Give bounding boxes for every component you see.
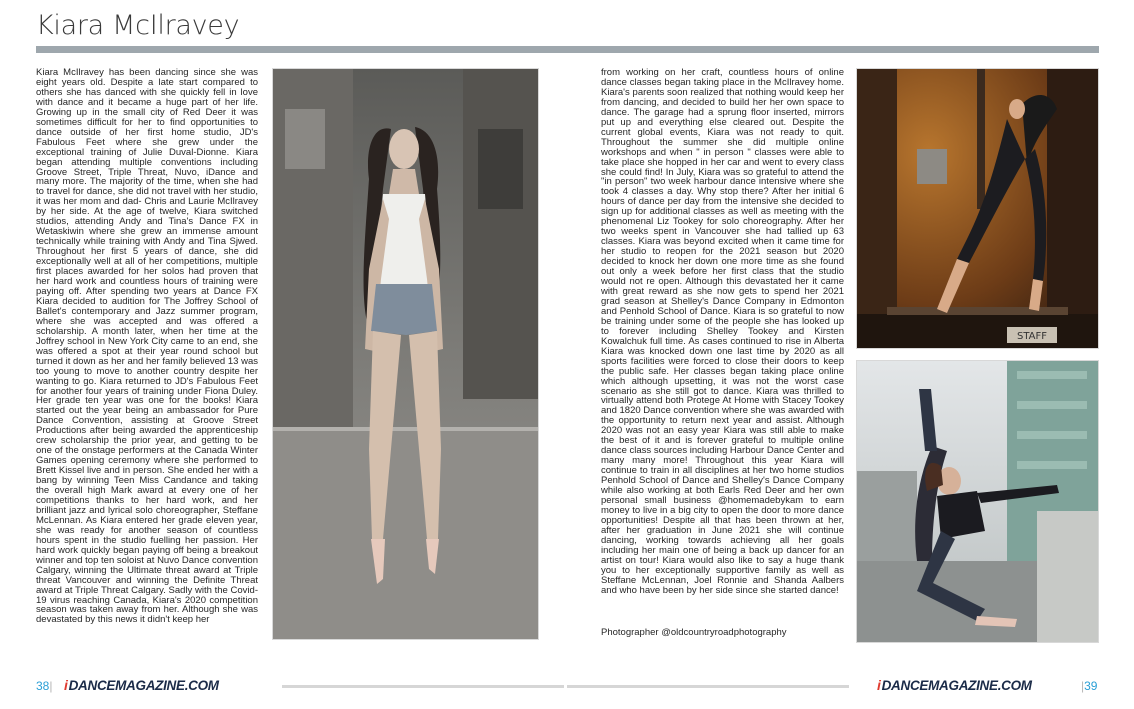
footer-rule-right bbox=[567, 685, 849, 688]
footer-rule-left bbox=[282, 685, 564, 688]
photo-credit: Photographer @oldcountryroadphotography bbox=[601, 627, 787, 638]
brand-logo-right[interactable]: iDANCEMAGAZINE.COM bbox=[877, 677, 1032, 693]
title-divider bbox=[36, 46, 1099, 53]
photo-dancer-leap-night bbox=[856, 68, 1099, 349]
staff-sign-text: STAFF bbox=[1016, 331, 1048, 342]
page-title: Kiara McIlravey bbox=[36, 10, 240, 41]
article-column-left: Kiara McIlravey has been dancing since she was eight years old. Despite a late start compared to others she has danced with she quickly fell in love with dance and it became a huge part of her life. Growing up in the small city of Red Deer it was sometimes difficult for her to find opportunities to dance outside of her first home studio, JD's Fabulous Feet where she grew under the exceptional training of Julie Duval-Dionne. Kiara began attending multiple conventions including Groove Street, Triple Threat, Nuvo, iDance and many more. The majority of the time, when she had to travel for dance, she did not travel with her studio, it was her mom and dad- Chris and Laurie McIlravey by her side. At the age of twelve, Kiara switched studios, attending Andy and Tina's Dance FX in Wetaskiwin where she grew an immense amount technically while training with Andy and Tina Sjwed. Throughout her first 5 years of dance, she did exceptionally well at all of her competitions, multiple first places awarded for her solos had proven that her hard work and countless hours of training were paying off. After spending two years at Dance FX Kiara decided to audition for The Joffrey School of Ballet's contemporary and Jazz summer program, where she was accepted and was offered a scholarship. A month later, when her time at the Joffrey school in New York City came to an end, she was offered a spot at their year round school but turned it down as her and her family believed 13 was too young to move to another country despite her wanting to go. Kiara returned to JD's Fabulous Feet for another four years of training under Fiona Duley. Her grade ten year was one for the books! Kiara started out the year being an ambassador for Pure Dance Convention, assisting at Groove Street Productions after being awarded the apprenticeship crew scholarship the prior year, and getting to be one of the onstage performers at the Canada Winter Games opening ceremony where she performed to Brett Kissel live and in person. She ended her with a bang by winning Teen Miss Candance and taking the overall high Mark award at every one of her competitions thanks to her hard work, and her brilliant jazz and lyrical solo choreographer, Steffane McLennan. As Kiara entered her grade eleven year, she was ready for another season of countless hours spent in the studio fuelling her passion. Her hard work quickly began paying off being a breakout winner and top ten soloist at Nuvo Dance convention Calgary, winning the Ultimate threat award at Triple threat Vancouver and winning the Definite Threat award at Triple Threat Calgary. Sadly with the Covid-19 virus reaching Canada, Kiara's 2020 competition season was taken away from her. Although she was devastated by this news it didn't keep her bbox=[36, 68, 258, 626]
brand-logo-left[interactable]: iDANCEMAGAZINE.COM bbox=[64, 677, 219, 693]
page-number-right: |39 bbox=[1081, 679, 1098, 693]
page-number-left: 38| bbox=[36, 679, 53, 693]
article-column-right: from working on her craft, countless hours of online dance classes began taking place in the McIlravey home. Kiara's parents soon realized that nothing would keep her from dancing, and decided to build her her own space to dance. The garage had a sprung floor inserted, mirrors put up and everything else cleared out. Despite the current global events, Kiara was not ready to quit. Throughout the summer she did multiple online workshops and when " in person " classes were able to take place she hopped in her car and went to every class she could find! In July, Kiara was so grateful to attend the "in person" two week harbour dance intensive where she took 4 classes a day. Why stop there? After her initial 6 hours of dance per day from the intensive she decided to sign up for additional classes as well as meeting with the phenomenal Liz Tookey for solo choreography. After her two weeks spent in Vancouver she had tallied up 63 classes. Kiara was beyond excited when it came time for her studio to reopen for the 2021 season but 2020 decided to knock her down one more time as she found out only a week before her first class that the studio would not re open. Although this devastated her it came with great reward as she now gets to spend her 2021 grad season at Shelley's Dance Company in Edmonton and Penhold School of Dance. Kiara is so grateful to now be training under some of the people she has looked up to forever including Shelley Tookey and Kirsten Kowalchuk full time. As cases continued to rise in Alberta Kiara was knocked down one last time by 2020 as all sports facilities were forced to close their doors to keep the public safe. Her classes began taking place online which although upsetting, it was not the worst case scenario as she still got to dance. Kiara was thrilled to virtually attend both Protege At Home with Stacey Tookey and 1820 Dance convention where she was awarded with the opportunity to return next year and assist. Although 2020 was not an easy year Kiara was still able to make the best of it and is forever grateful to multiple online dance class sources including Harbour Dance Center and many many more! Throughout this year Kiara will continue to train in all disciplines at her two home studios Penhold School of Dance and Shelley's Dance Company while also working at both Earls Red Deer and her own personal small business @homemadebykam to earn money to live in a big city to open the door to more dance opportunities! Despite all that has been thrown at her, after her graduation in June 2021 she will continue dancing, working towards achieving all her goals including her main one of being a back up dancer for an artist on tour! Kiara would also like to say a huge thank you to her exceptionally supportive family as well as Steffane McLennan, Joel Ronnie and Shanda Aalbers and who have been by her side since she started dance! bbox=[601, 68, 844, 596]
photo-dancer-en-pointe bbox=[272, 68, 539, 640]
photo-dancer-split-jump bbox=[856, 360, 1099, 643]
